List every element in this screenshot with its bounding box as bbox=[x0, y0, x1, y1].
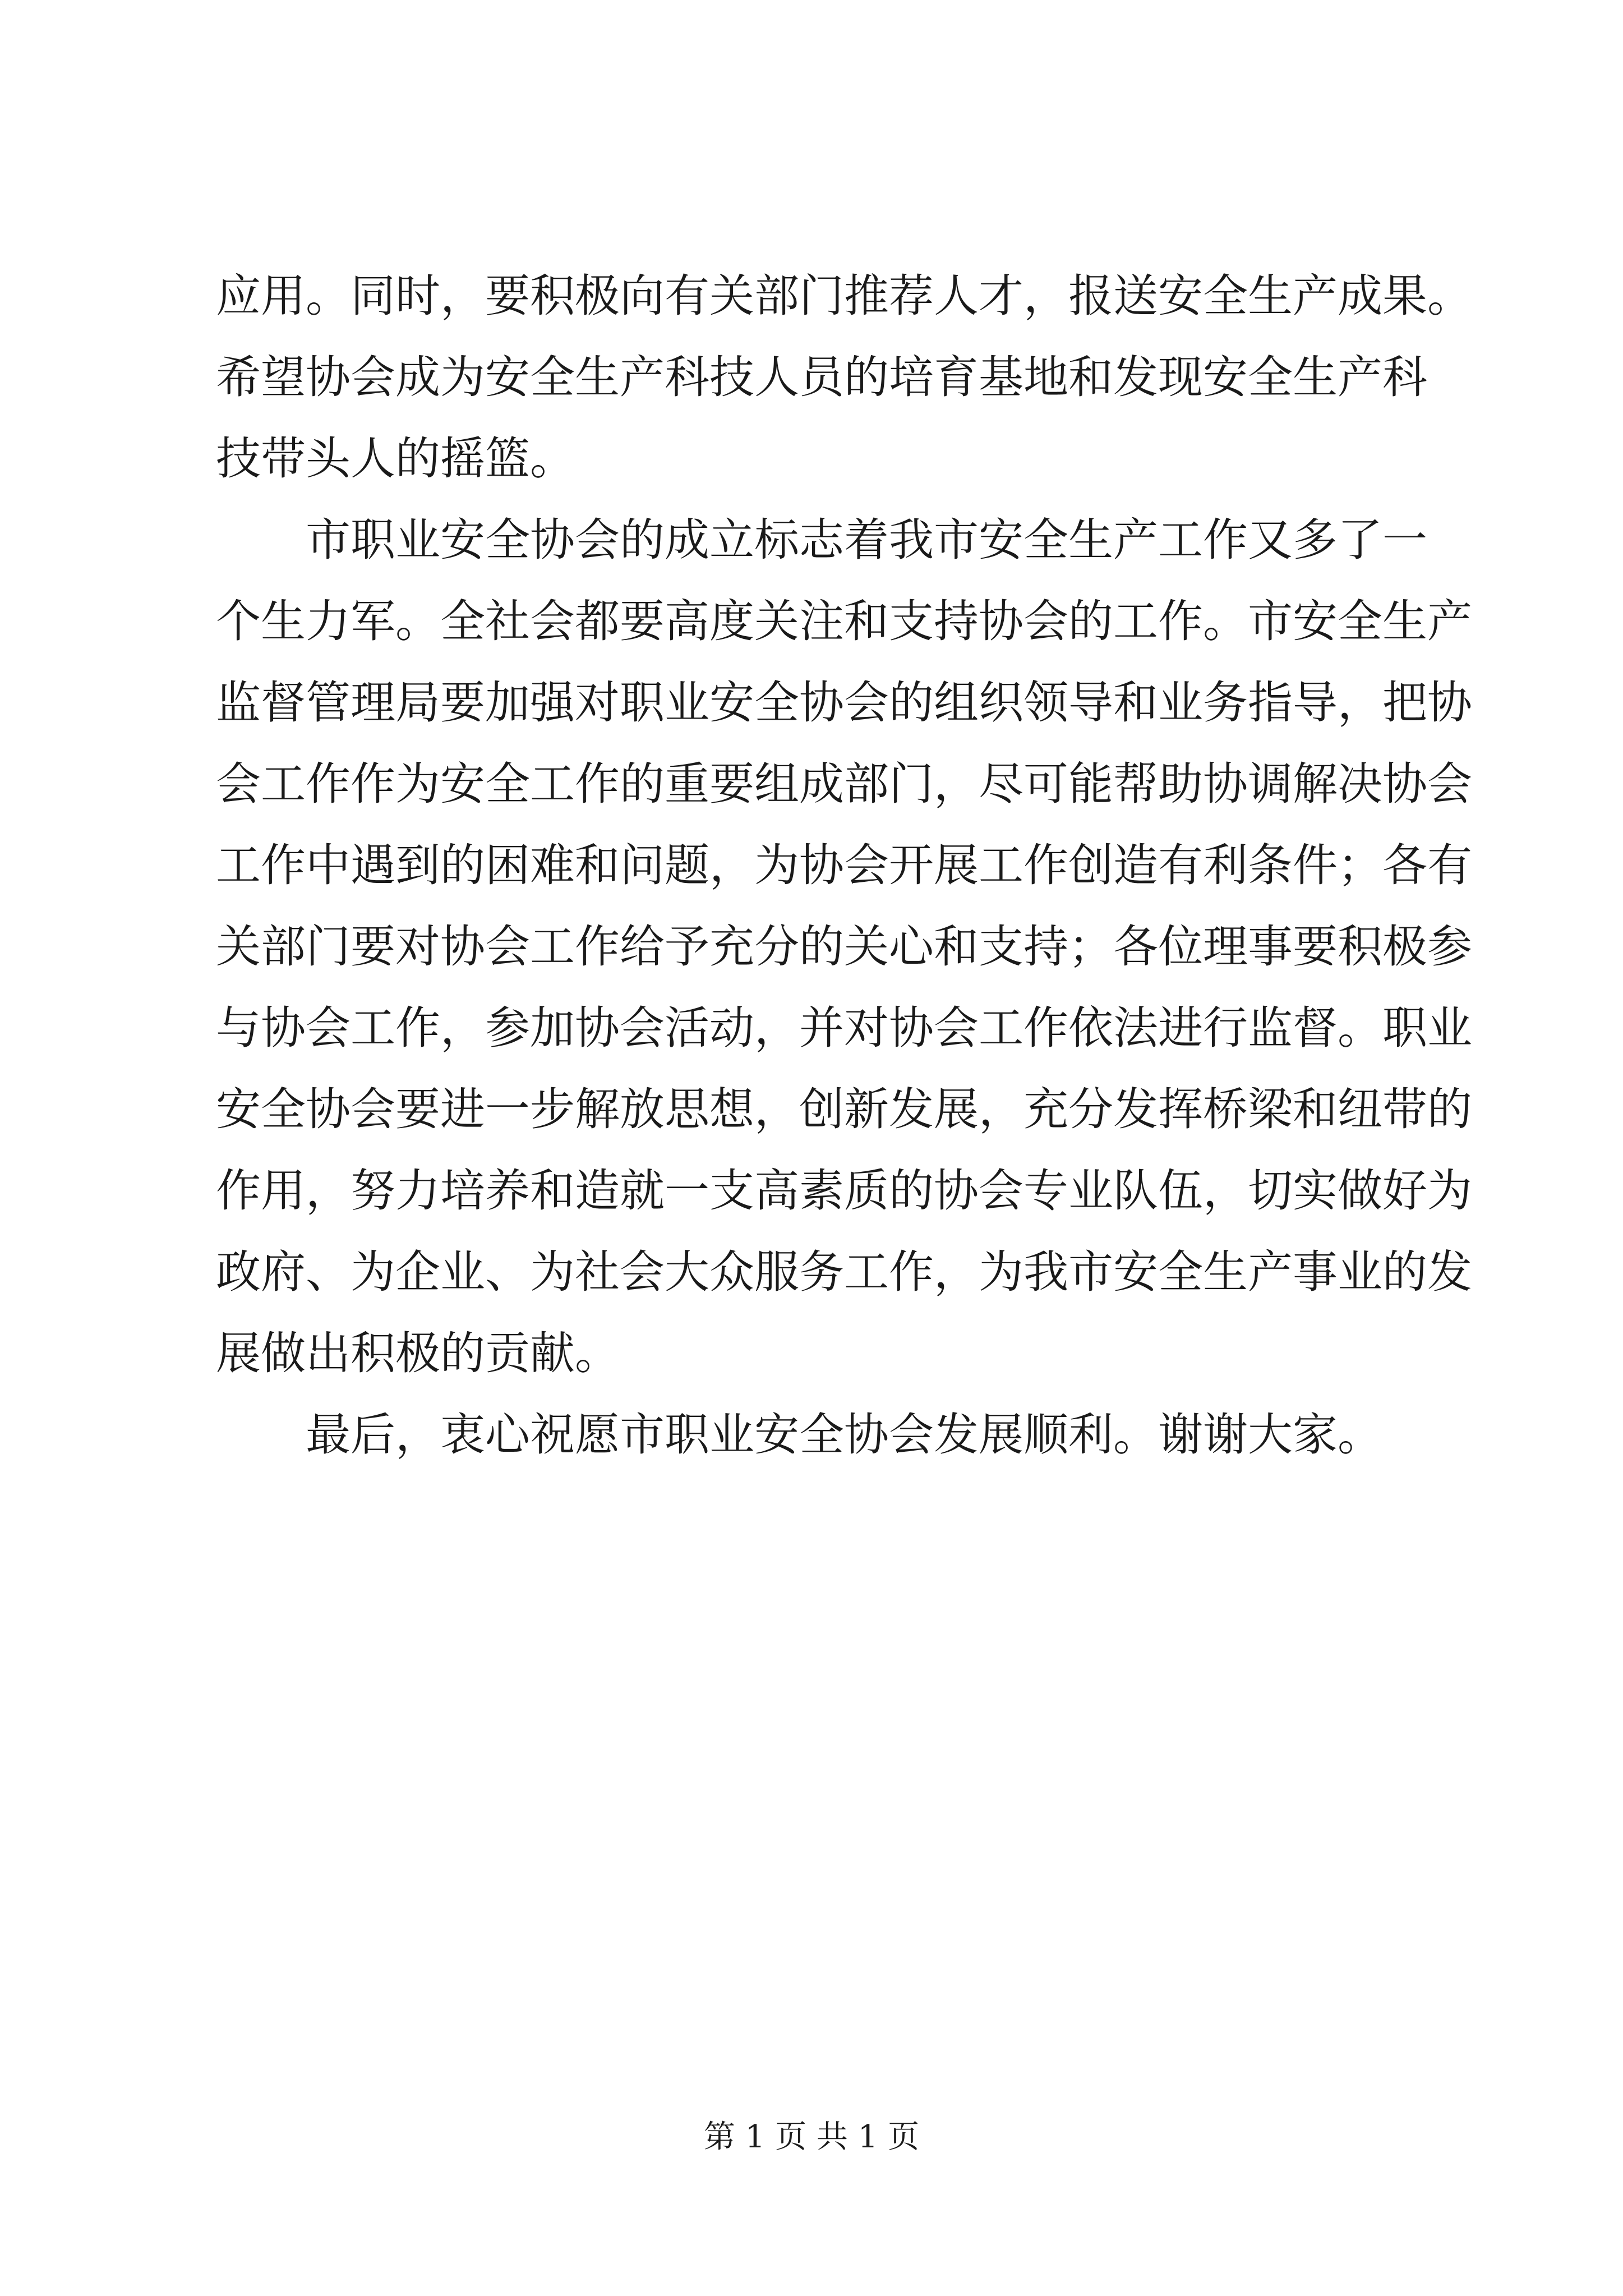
text-line: 会工作作为安全工作的重要组成部门，尽可能帮助协调解决协会 bbox=[216, 758, 1472, 810]
text-line: 希望协会成为安全生产科技人员的培育基地和发现安全生产科 bbox=[216, 351, 1427, 403]
text-line: 政府、为企业、为社会大众服务工作，为我市安全生产事业的发 bbox=[216, 1246, 1472, 1298]
text-line: 关部门要对协会工作给予充分的关心和支持；各位理事要积极参 bbox=[216, 921, 1472, 973]
text-line: 最后，衷心祝愿市职业安全协会发展顺利。谢谢大家。 bbox=[216, 1409, 1382, 1461]
body-text bbox=[216, 255, 1472, 1475]
text-line: 作用，努力培养和造就一支高素质的协会专业队伍，切实做好为 bbox=[216, 1165, 1472, 1217]
text-line: 展做出积极的贡献。 bbox=[216, 1327, 620, 1379]
text-line: 监督管理局要加强对职业安全协会的组织领导和业务指导，把协 bbox=[216, 677, 1472, 729]
page-footer: 第 1 页 共 1 页 bbox=[703, 2119, 920, 2155]
text-line: 技带头人的摇篮。 bbox=[216, 432, 575, 485]
text-line: 与协会工作，参加协会活动，并对协会工作依法进行监督。职业 bbox=[216, 1002, 1472, 1054]
text-line: 个生力军。全社会都要高度关注和支持协会的工作。市安全生产 bbox=[216, 595, 1472, 647]
text-line: 工作中遇到的困难和问题，为协会开展工作创造有利条件；各有 bbox=[216, 839, 1472, 891]
text-line: 安全协会要进一步解放思想，创新发展，充分发挥桥梁和纽带的 bbox=[216, 1083, 1472, 1135]
text-line: 应用。同时，要积极向有关部门推荐人才，报送安全生产成果。 bbox=[216, 270, 1472, 322]
text-line: 市职业安全协会的成立标志着我市安全生产工作又多了一 bbox=[216, 514, 1427, 566]
